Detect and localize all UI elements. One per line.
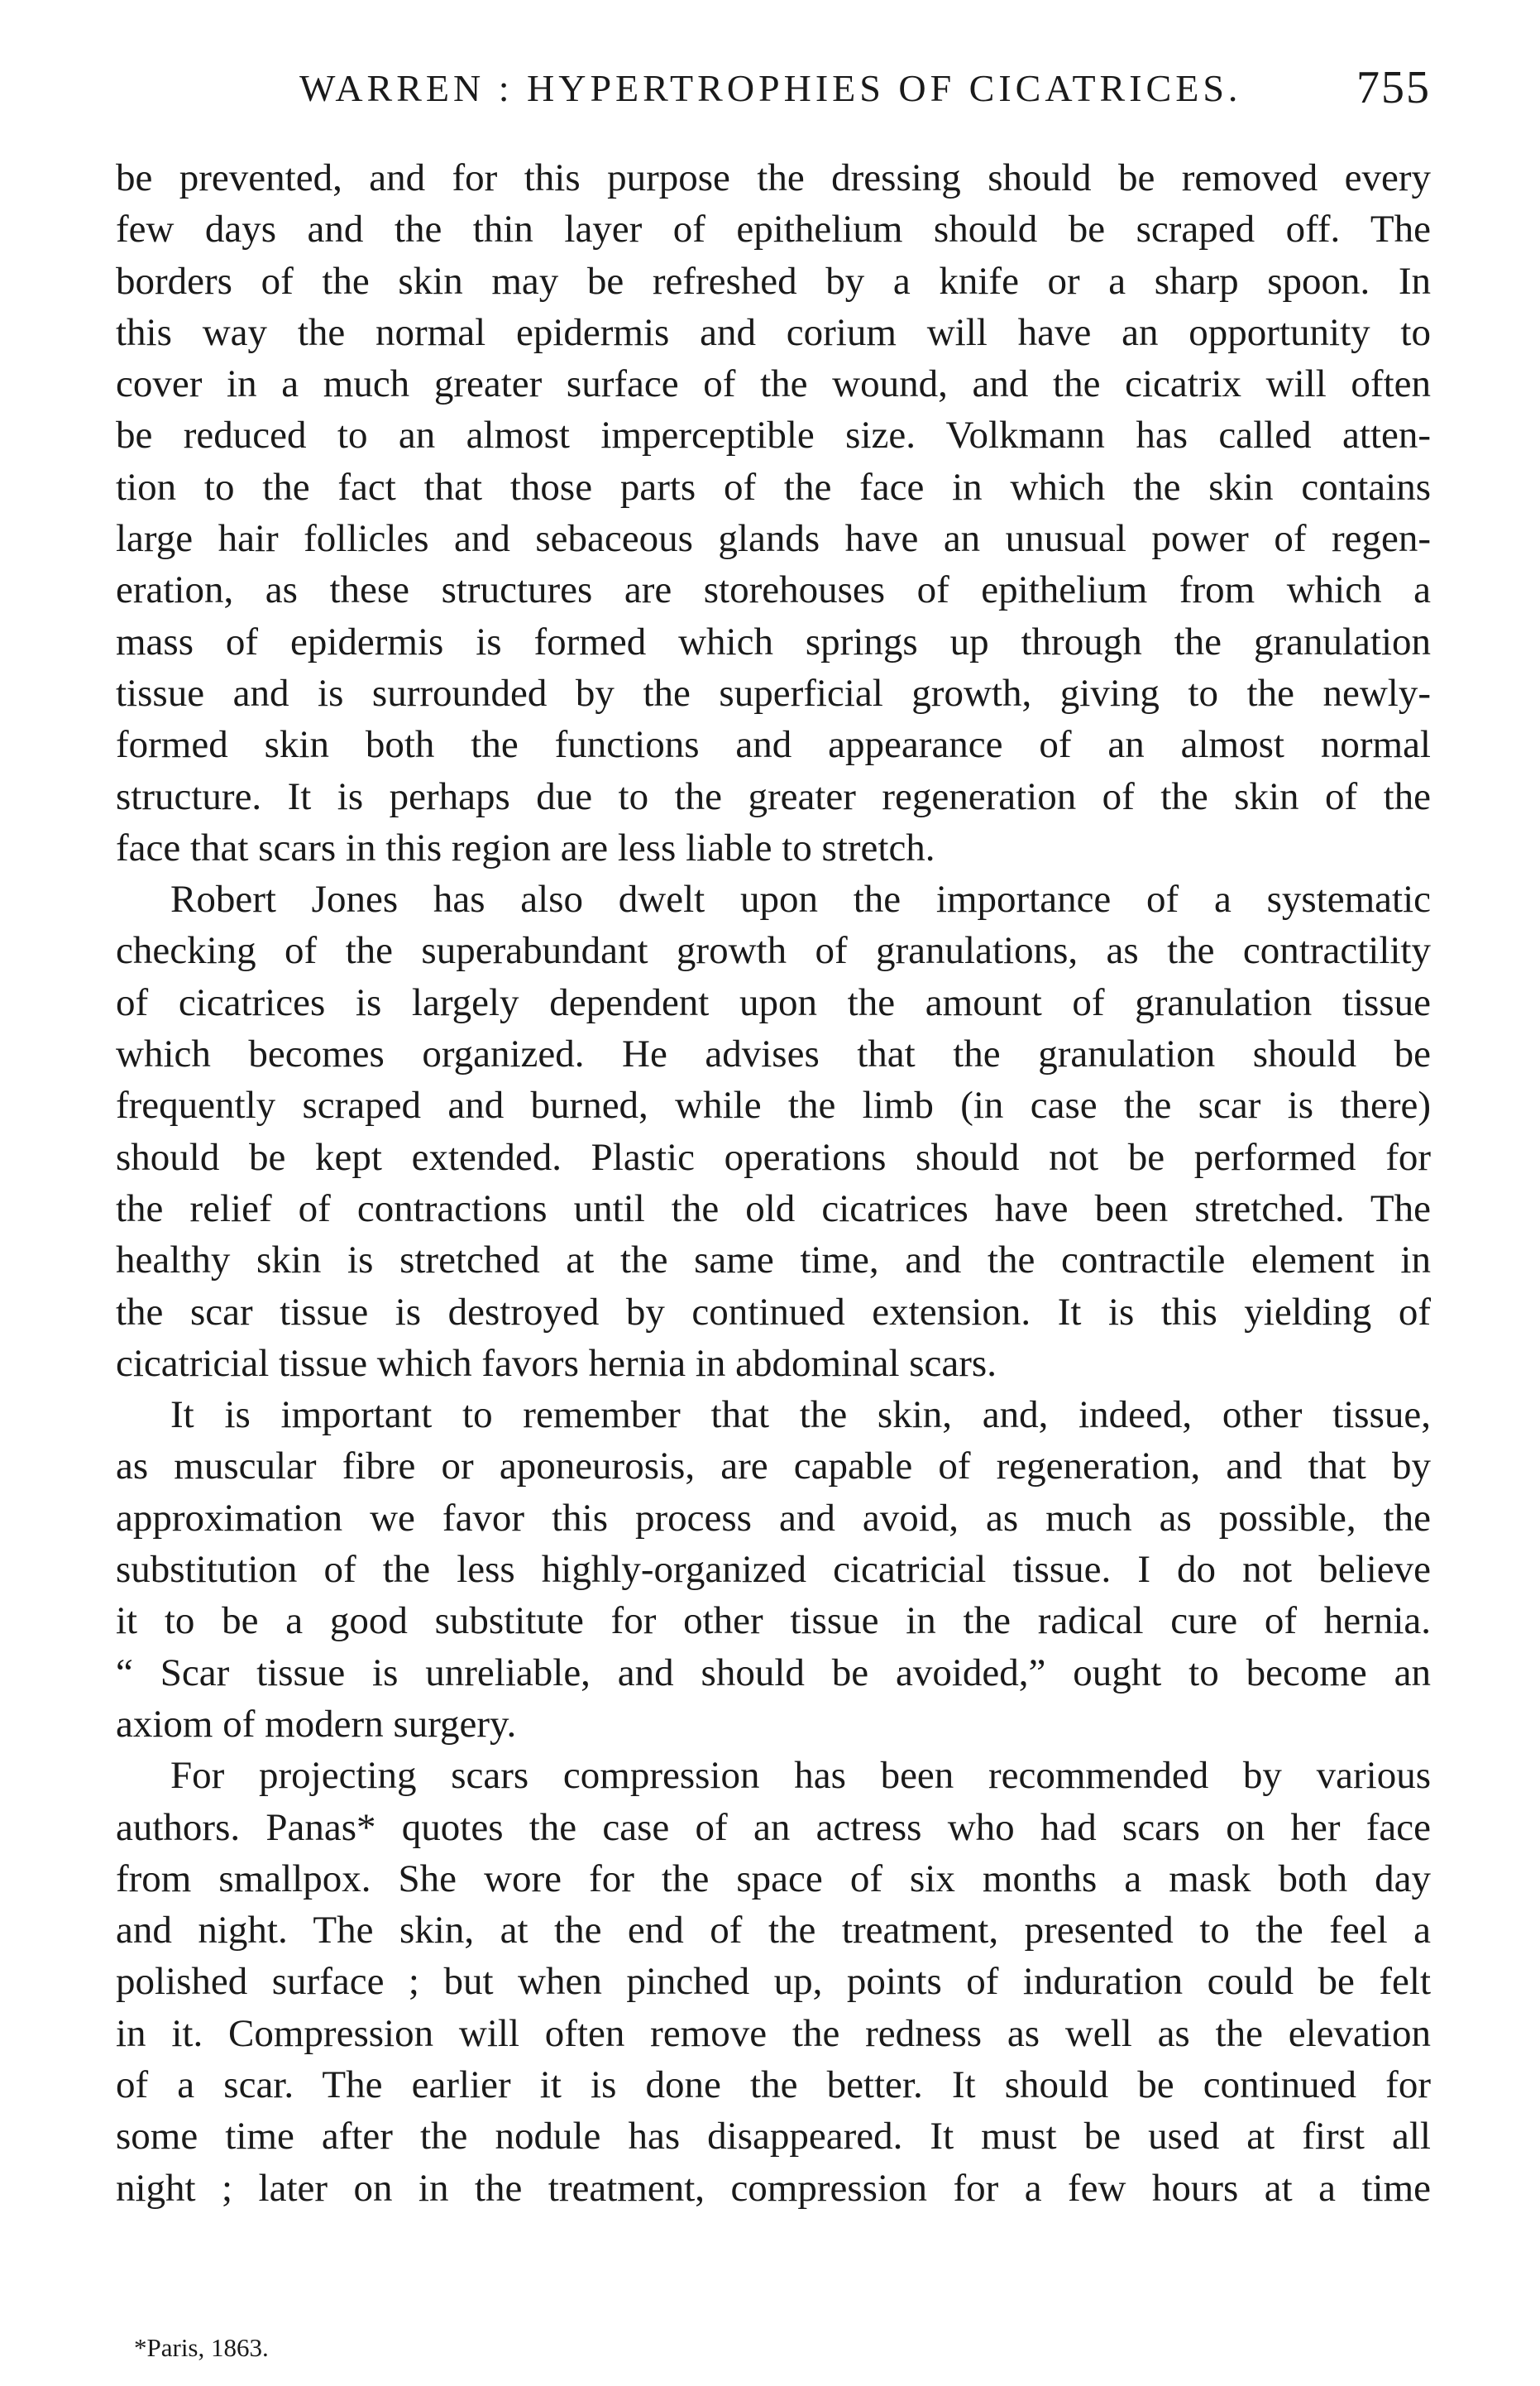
text-line: tissue and is surrounded by the superficial growth, giving to the newly- <box>116 671 1431 715</box>
text-line: mass of epidermis is formed which springs up through the granulation <box>116 620 1431 664</box>
text-line: authors. Panas* quotes the case of an actress who had scars on her face <box>116 1805 1431 1849</box>
text-line: It is important to remember that the skin, and, indeed, other tissue, <box>170 1393 1431 1437</box>
text-line: borders of the skin may be refreshed by a knife or a sharp spoon. In <box>116 259 1431 303</box>
text-line: it to be a good substitute for other tissue in the radical cure of hernia. <box>116 1599 1431 1643</box>
footnote: *Paris, 1863. <box>134 2333 269 2362</box>
text-line: formed skin both the functions and appearance of an almost normal <box>116 723 1431 767</box>
text-line: as muscular fibre or aponeurosis, are capable of regeneration, and that by <box>116 1445 1431 1488</box>
text-line: For projecting scars compression has been recommended by various <box>170 1754 1431 1798</box>
text-line: in it. Compression will often remove the redness as well as the elevation <box>116 2011 1431 2055</box>
text-line: which becomes organized. He advises that the granulation should be <box>116 1032 1431 1076</box>
text-line: be reduced to an almost imperceptible size. Volkmann has called atten- <box>116 414 1431 458</box>
text-line: eration, as these structures are storehouses of epithelium from which a <box>116 568 1431 612</box>
text-line: cicatricial tissue which favors hernia in abdominal scars. <box>116 1341 997 1385</box>
text-line: checking of the superabundant growth of granulations, as the contractility <box>116 929 1431 973</box>
paragraph-1 <box>116 152 1431 874</box>
text-line: some time after the nodule has disappeared. It must be used at first all <box>116 2115 1431 2158</box>
text-line: tion to the fact that those parts of the face in which the skin contains <box>116 465 1431 509</box>
running-title: WARREN : HYPERTROPHIES OF CICATRICES. <box>299 67 1242 109</box>
paragraph-3 <box>116 1389 1431 1750</box>
body-text <box>116 152 1431 2214</box>
text-line: “ Scar tissue is unreliable, and should be avoided,” ought to become an <box>116 1651 1431 1694</box>
text-line: axiom of modern surgery. <box>116 1702 517 1746</box>
text-line: and night. The skin, at the end of the treatment, presented to the feel a <box>116 1909 1431 1952</box>
text-line: Robert Jones has also dwelt upon the importance of a systematic <box>170 878 1431 922</box>
text-line: polished surface ; but when pinched up, points of induration could be felt <box>116 1960 1431 2004</box>
text-line: of a scar. The earlier it is done the better. It should be continued for <box>116 2063 1431 2106</box>
text-line: cover in a much greater surface of the wound, and the cicatrix will often <box>116 362 1431 406</box>
text-line: structure. It is perhaps due to the greater regeneration of the skin of the <box>116 774 1431 818</box>
text-line: approximation we favor this process and avoid, as much as possible, the <box>116 1496 1431 1540</box>
text-line: of cicatrices is largely dependent upon the amount of granulation tissue <box>116 980 1431 1024</box>
text-line: should be kept extended. Plastic operations should not be performed for <box>116 1135 1431 1179</box>
paragraph-2 <box>116 874 1431 1389</box>
text-line: the scar tissue is destroyed by continued extension. It is this yielding of <box>116 1290 1431 1334</box>
text-line: this way the normal epidermis and corium will have an opportunity to <box>116 310 1431 354</box>
text-line: large hair follicles and sebaceous glands have an unusual power of regen- <box>116 517 1431 561</box>
running-head <box>116 61 1431 127</box>
text-line: from smallpox. She wore for the space of six months a mask both day <box>116 1857 1431 1900</box>
text-line: few days and the thin layer of epithelium should be scraped off. The <box>116 208 1431 252</box>
text-line: night ; later on in the treatment, compression for a few hours at a time <box>116 2166 1431 2210</box>
text-line: healthy skin is stretched at the same time, and the contractile element in <box>116 1239 1431 1282</box>
text-line: face that scars in this region are less liable to stretch. <box>116 826 935 870</box>
text-line: substitution of the less highly-organized cicatricial tissue. I do not believe <box>116 1548 1431 1592</box>
text-line: frequently scraped and burned, while the limb (in case the scar is there) <box>116 1084 1431 1128</box>
text-line: the relief of contractions until the old cicatrices have been stretched. The <box>116 1186 1431 1230</box>
page-number: 755 <box>1356 62 1431 113</box>
text-line: be prevented, and for this purpose the dressing should be removed every <box>116 156 1431 199</box>
paragraph-4 <box>116 1750 1431 2214</box>
